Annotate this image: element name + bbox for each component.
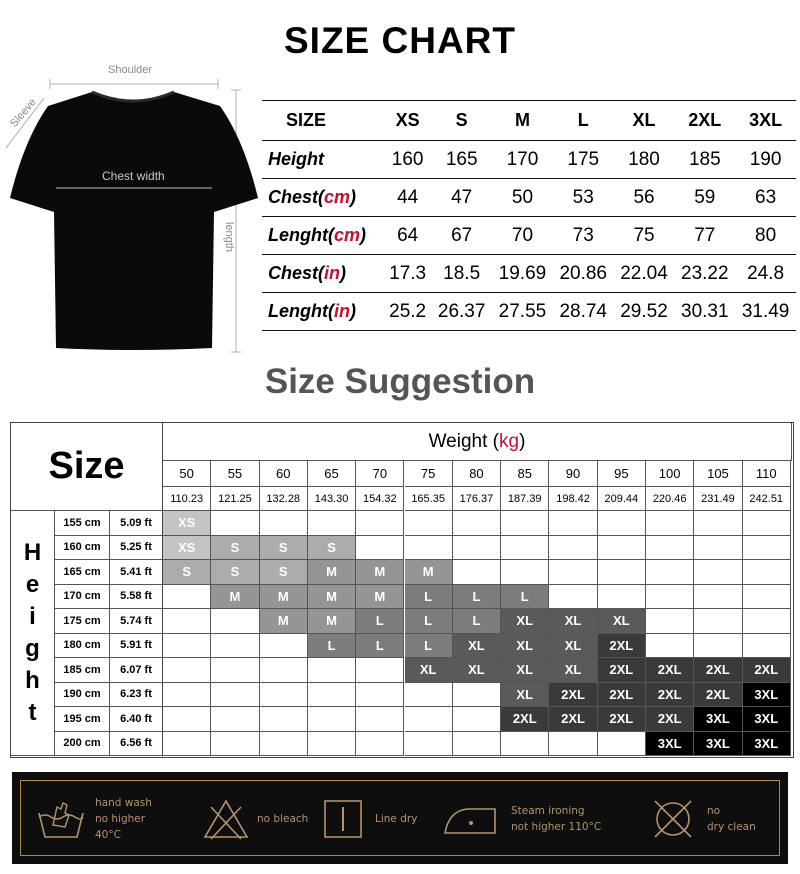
measurement-value: 27.55 xyxy=(492,293,553,331)
measurement-value: 59 xyxy=(674,179,735,217)
size-suggestion-cell xyxy=(405,732,453,757)
size-suggestion-cell xyxy=(743,536,791,561)
weight-kg-header: 65 xyxy=(308,461,356,487)
weight-heading: Weight ( kg ) xyxy=(163,423,792,461)
weight-lb-header: 231.49 xyxy=(694,487,742,511)
height-cm-cell: 170 cm xyxy=(55,585,110,610)
size-suggestion-cell xyxy=(694,634,742,659)
size-suggestion-cell: M xyxy=(211,585,259,610)
size-suggestion-cell xyxy=(211,609,259,634)
size-column-header: S xyxy=(431,101,492,141)
weight-kg-header: 110 xyxy=(743,461,791,487)
size-suggestion-cell xyxy=(356,658,404,683)
measurement-value: 80 xyxy=(735,217,796,255)
size-suggestion-cell: L xyxy=(453,609,501,634)
weight-kg-header: 55 xyxy=(211,461,259,487)
size-suggestion-cell: 2XL xyxy=(549,707,597,732)
care-text-line: no xyxy=(707,805,721,817)
care-instructions-bar xyxy=(12,772,788,864)
size-suggestion-cell xyxy=(501,511,549,536)
size-suggestion-cell: 2XL xyxy=(694,683,742,708)
measurement-value: 30.31 xyxy=(674,293,735,331)
size-suggestion-cell xyxy=(453,732,501,757)
size-suggestion-cell xyxy=(260,511,308,536)
height-ft-cell: 5.74 ft xyxy=(110,609,163,634)
size-suggestion-cell: L xyxy=(356,609,404,634)
size-suggestion-cell: L xyxy=(405,634,453,659)
size-suggestion-cell xyxy=(646,609,694,634)
size-suggestion-cell xyxy=(598,536,646,561)
size-suggestion-cell: XL xyxy=(549,609,597,634)
measurement-value: 25.2 xyxy=(384,293,431,331)
height-cm-cell: 160 cm xyxy=(55,536,110,561)
measurement-value: 28.74 xyxy=(553,293,614,331)
size-suggestion-cell xyxy=(308,707,356,732)
care-steam-iron xyxy=(441,781,601,857)
size-suggestion-cell: 2XL xyxy=(646,707,694,732)
height-ft-cell: 5.25 ft xyxy=(110,536,163,561)
weight-kg-header: 50 xyxy=(163,461,211,487)
measurement-label: Chest(in) xyxy=(262,255,384,293)
height-letter: i xyxy=(29,603,36,630)
weight-lb-header: 176.37 xyxy=(453,487,501,511)
size-suggestion-grid xyxy=(10,422,794,758)
weight-kg-header: 75 xyxy=(405,461,453,487)
size-suggestion-cell xyxy=(308,683,356,708)
measurement-label: Lenght(cm) xyxy=(262,217,384,255)
care-text-line: Line dry xyxy=(375,813,418,825)
measurement-value: 17.3 xyxy=(384,255,431,293)
size-suggestion-cell: 2XL xyxy=(501,707,549,732)
measurement-value: 185 xyxy=(674,141,735,179)
weight-kg-header: 70 xyxy=(356,461,404,487)
measurement-value: 18.5 xyxy=(431,255,492,293)
size-suggestion-cell xyxy=(694,585,742,610)
size-column-header: XS xyxy=(384,101,431,141)
size-suggestion-cell xyxy=(356,683,404,708)
size-suggestion-cell xyxy=(163,658,211,683)
weight-kg-header: 85 xyxy=(501,461,549,487)
measurement-value: 29.52 xyxy=(614,293,675,331)
size-suggestion-cell xyxy=(549,732,597,757)
chest-width-label: Chest width xyxy=(102,169,165,183)
iron-icon xyxy=(441,799,501,839)
weight-lb-header: 154.32 xyxy=(356,487,404,511)
size-suggestion-cell xyxy=(646,560,694,585)
size-suggestion-cell: M xyxy=(308,609,356,634)
size-suggestion-cell xyxy=(743,634,791,659)
size-suggestion-cell xyxy=(163,683,211,708)
height-cm-cell: 165 cm xyxy=(55,560,110,585)
height-ft-cell: 6.23 ft xyxy=(110,683,163,708)
weight-kg-header: 60 xyxy=(260,461,308,487)
weight-lb-header: 209.44 xyxy=(598,487,646,511)
size-suggestion-cell xyxy=(646,511,694,536)
size-suggestion-cell: 3XL xyxy=(694,732,742,757)
measurement-value: 170 xyxy=(492,141,553,179)
size-suggestion-cell xyxy=(163,732,211,757)
measurement-value: 64 xyxy=(384,217,431,255)
size-suggestion-cell xyxy=(598,511,646,536)
height-ft-cell: 6.40 ft xyxy=(110,707,163,732)
size-suggestion-cell: M xyxy=(356,560,404,585)
size-suggestion-cell: 3XL xyxy=(743,732,791,757)
size-suggestion-cell: 3XL xyxy=(694,707,742,732)
care-text-line: 40°C xyxy=(95,829,121,841)
height-letter: t xyxy=(28,699,37,726)
measurement-row xyxy=(262,141,796,179)
measurement-value: 53 xyxy=(553,179,614,217)
size-suggestion-cell: 3XL xyxy=(646,732,694,757)
weight-lb-header: 110.23 xyxy=(163,487,211,511)
height-ft-cell: 6.07 ft xyxy=(110,658,163,683)
size-suggestion-cell xyxy=(743,585,791,610)
size-suggestion-cell xyxy=(211,634,259,659)
weight-lb-header: 220.46 xyxy=(646,487,694,511)
height-cm-cell: 185 cm xyxy=(55,658,110,683)
size-suggestion-cell xyxy=(308,732,356,757)
care-text-line: Steam ironing xyxy=(511,805,585,817)
weight-kg-header: 100 xyxy=(646,461,694,487)
height-vertical-label xyxy=(11,511,55,756)
line-dry-icon xyxy=(321,797,365,841)
weight-lb-header: 132.28 xyxy=(260,487,308,511)
size-heading: Size xyxy=(48,445,125,487)
size-suggestion-cell: 2XL xyxy=(598,707,646,732)
size-suggestion-cell: S xyxy=(260,536,308,561)
size-header-label: SIZE xyxy=(262,101,384,141)
size-suggestion-cell: S xyxy=(260,560,308,585)
size-suggestion-cell xyxy=(211,732,259,757)
measurement-label: Height xyxy=(262,141,384,179)
measurement-value: 175 xyxy=(553,141,614,179)
tshirt-diagram xyxy=(0,60,260,360)
size-suggestion-cell: M xyxy=(356,585,404,610)
care-text-line: dry clean xyxy=(707,821,756,833)
size-suggestion-cell xyxy=(549,511,597,536)
care-text-steam-iron xyxy=(511,803,601,835)
measurement-label: Lenght(in) xyxy=(262,293,384,331)
size-suggestion-cell: XL xyxy=(501,683,549,708)
measurement-value: 31.49 xyxy=(735,293,796,331)
care-text-line: no higher xyxy=(95,813,146,825)
size-suggestion-cell xyxy=(598,560,646,585)
height-letter: H xyxy=(23,539,42,566)
care-text-line: no bleach xyxy=(257,813,309,825)
size-suggestion-cell xyxy=(743,511,791,536)
measurement-value: 63 xyxy=(735,179,796,217)
size-suggestion-cell: 3XL xyxy=(743,683,791,708)
size-suggestion-cell: M xyxy=(405,560,453,585)
size-suggestion-cell: XL xyxy=(598,609,646,634)
size-suggestion-cell: L xyxy=(453,585,501,610)
size-suggestion-cell xyxy=(646,536,694,561)
measurement-value: 50 xyxy=(492,179,553,217)
size-suggestion-cell: 2XL xyxy=(694,658,742,683)
measurement-value: 19.69 xyxy=(492,255,553,293)
size-suggestion-cell xyxy=(646,585,694,610)
height-cm-cell: 195 cm xyxy=(55,707,110,732)
size-suggestion-cell xyxy=(260,683,308,708)
measurement-value: 160 xyxy=(384,141,431,179)
size-suggestion-cell xyxy=(743,609,791,634)
size-column-header: L xyxy=(553,101,614,141)
size-suggestion-cell: XL xyxy=(453,658,501,683)
weight-kg-header: 105 xyxy=(694,461,742,487)
size-suggestion-cell xyxy=(405,707,453,732)
size-suggestion-cell xyxy=(211,511,259,536)
care-text-no-bleach xyxy=(257,811,308,827)
care-no-bleach xyxy=(201,781,308,857)
size-suggestion-cell: 2XL xyxy=(598,634,646,659)
size-suggestion-cell: L xyxy=(308,634,356,659)
size-suggestion-title: Size Suggestion xyxy=(264,362,536,401)
measurement-value: 75 xyxy=(614,217,675,255)
height-ft-cell: 5.41 ft xyxy=(110,560,163,585)
measurement-value: 165 xyxy=(431,141,492,179)
size-suggestion-cell: S xyxy=(211,560,259,585)
measurement-value: 180 xyxy=(614,141,675,179)
size-suggestion-cell: XL xyxy=(501,634,549,659)
size-suggestion-cell xyxy=(549,560,597,585)
size-suggestion-cell: S xyxy=(211,536,259,561)
measurement-value: 47 xyxy=(431,179,492,217)
weight-unit: kg xyxy=(499,430,520,452)
size-column-header: M xyxy=(492,101,553,141)
size-suggestion-cell xyxy=(453,511,501,536)
height-cm-cell: 200 cm xyxy=(55,732,110,757)
no-dry-clean-icon xyxy=(649,795,697,843)
weight-kg-header: 95 xyxy=(598,461,646,487)
measurement-value: 56 xyxy=(614,179,675,217)
size-suggestion-cell xyxy=(405,683,453,708)
care-line-dry xyxy=(321,781,417,857)
size-suggestion-cell: XL xyxy=(501,658,549,683)
size-suggestion-cell: M xyxy=(260,609,308,634)
care-text-no-dry-clean xyxy=(707,803,756,835)
size-column-header: 2XL xyxy=(674,101,735,141)
measurement-value: 24.8 xyxy=(735,255,796,293)
page-title: SIZE CHART xyxy=(284,20,516,61)
measurement-value: 44 xyxy=(384,179,431,217)
care-text-hand-wash xyxy=(95,795,152,843)
weight-lb-header: 187.39 xyxy=(501,487,549,511)
size-suggestion-cell xyxy=(356,511,404,536)
height-cm-cell: 180 cm xyxy=(55,634,110,659)
size-suggestion-cell: XL xyxy=(549,658,597,683)
weight-lb-header: 121.25 xyxy=(211,487,259,511)
measurement-value: 67 xyxy=(431,217,492,255)
size-suggestion-cell: XL xyxy=(405,658,453,683)
size-suggestion-cell xyxy=(453,707,501,732)
size-suggestion-cell xyxy=(211,683,259,708)
height-letter: h xyxy=(25,667,40,694)
size-suggestion-cell xyxy=(694,609,742,634)
size-suggestion-cell: S xyxy=(163,560,211,585)
care-text-line: hand wash xyxy=(95,797,152,809)
size-suggestion-cell xyxy=(453,683,501,708)
size-suggestion-cell xyxy=(549,536,597,561)
size-suggestion-cell xyxy=(598,732,646,757)
size-suggestion-cell: 2XL xyxy=(598,683,646,708)
size-suggestion-cell: 2XL xyxy=(646,658,694,683)
height-ft-cell: 5.09 ft xyxy=(110,511,163,536)
size-suggestion-cell xyxy=(211,707,259,732)
no-bleach-icon xyxy=(201,797,251,841)
size-column-header: XL xyxy=(614,101,675,141)
size-suggestion-cell xyxy=(453,536,501,561)
size-suggestion-cell xyxy=(260,634,308,659)
measurement-value: 73 xyxy=(553,217,614,255)
length-label: length xyxy=(223,222,235,252)
measurement-value: 77 xyxy=(674,217,735,255)
size-suggestion-cell: XS xyxy=(163,511,211,536)
measurement-value: 20.86 xyxy=(553,255,614,293)
size-suggestion-cell xyxy=(356,536,404,561)
care-no-dry-clean xyxy=(649,781,756,857)
care-hand-wash xyxy=(35,781,152,857)
size-suggestion-cell xyxy=(646,634,694,659)
size-suggestion-cell: M xyxy=(260,585,308,610)
size-suggestion-cell: XS xyxy=(163,536,211,561)
size-suggestion-cell xyxy=(501,732,549,757)
size-suggestion-cell: L xyxy=(405,585,453,610)
care-text-line-dry xyxy=(375,811,417,827)
size-suggestion-cell xyxy=(694,560,742,585)
height-ft-cell: 5.91 ft xyxy=(110,634,163,659)
size-suggestion-cell xyxy=(743,560,791,585)
weight-lb-header: 165.35 xyxy=(405,487,453,511)
weight-lb-header: 242.51 xyxy=(743,487,791,511)
care-frame xyxy=(20,780,780,856)
weight-kg-header: 90 xyxy=(549,461,597,487)
size-suggestion-cell: L xyxy=(356,634,404,659)
size-measurement-table xyxy=(262,100,796,331)
height-letter: e xyxy=(25,571,40,598)
size-suggestion-cell xyxy=(598,585,646,610)
height-ft-cell: 5.58 ft xyxy=(110,585,163,610)
sleeve-label: Sleeve xyxy=(8,96,39,130)
measurement-value: 23.22 xyxy=(674,255,735,293)
height-cm-cell: 190 cm xyxy=(55,683,110,708)
size-suggestion-cell: XL xyxy=(549,634,597,659)
size-suggestion-cell: L xyxy=(501,585,549,610)
hand-wash-icon xyxy=(35,795,87,843)
height-cm-cell: 175 cm xyxy=(55,609,110,634)
shoulder-label: Shoulder xyxy=(108,64,153,76)
size-suggestion-cell: XL xyxy=(501,609,549,634)
size-suggestion-cell xyxy=(260,707,308,732)
size-suggestion-cell: 2XL xyxy=(598,658,646,683)
size-suggestion-cell xyxy=(405,511,453,536)
weight-lb-header: 198.42 xyxy=(549,487,597,511)
size-suggestion-cell xyxy=(308,511,356,536)
size-suggestion-cell xyxy=(163,609,211,634)
size-suggestion-cell: 3XL xyxy=(743,707,791,732)
measurement-row xyxy=(262,293,796,331)
size-suggestion-cell xyxy=(694,536,742,561)
size-suggestion-cell xyxy=(549,585,597,610)
size-suggestion-cell xyxy=(163,585,211,610)
size-suggestion-cell xyxy=(163,634,211,659)
weight-lb-header: 143.30 xyxy=(308,487,356,511)
measurement-row xyxy=(262,179,796,217)
measurement-row xyxy=(262,255,796,293)
size-suggestion-cell xyxy=(308,658,356,683)
size-suggestion-cell: XL xyxy=(453,634,501,659)
measurement-row xyxy=(262,217,796,255)
measurement-value: 22.04 xyxy=(614,255,675,293)
measurement-value: 26.37 xyxy=(431,293,492,331)
size-suggestion-cell xyxy=(356,732,404,757)
size-suggestion-cell xyxy=(694,511,742,536)
tshirt-image xyxy=(0,60,260,360)
weight-kg-header: 80 xyxy=(453,461,501,487)
size-suggestion-cell xyxy=(501,560,549,585)
height-ft-cell: 6.56 ft xyxy=(110,732,163,757)
size-suggestion-cell xyxy=(163,707,211,732)
weight-label: Weight ( xyxy=(428,430,499,452)
size-suggestion-cell: M xyxy=(308,585,356,610)
size-suggestion-cell xyxy=(211,658,259,683)
height-cm-cell: 155 cm xyxy=(55,511,110,536)
size-suggestion-cell xyxy=(260,658,308,683)
grid-corner xyxy=(11,423,163,511)
size-suggestion-cell xyxy=(453,560,501,585)
size-suggestion-cell: M xyxy=(308,560,356,585)
size-suggestion-cell: 2XL xyxy=(743,658,791,683)
height-letter: g xyxy=(25,635,40,662)
size-suggestion-cell: L xyxy=(405,609,453,634)
size-column-header: 3XL xyxy=(735,101,796,141)
size-suggestion-cell: 2XL xyxy=(549,683,597,708)
measurement-value: 190 xyxy=(735,141,796,179)
size-suggestion-cell: 2XL xyxy=(646,683,694,708)
measurement-label: Chest(cm) xyxy=(262,179,384,217)
size-suggestion-cell xyxy=(405,536,453,561)
size-suggestion-cell xyxy=(501,536,549,561)
size-suggestion-cell xyxy=(356,707,404,732)
care-text-line: not higher 110°C xyxy=(511,821,602,833)
size-suggestion-cell xyxy=(260,732,308,757)
measurement-value: 70 xyxy=(492,217,553,255)
size-suggestion-cell: S xyxy=(308,536,356,561)
